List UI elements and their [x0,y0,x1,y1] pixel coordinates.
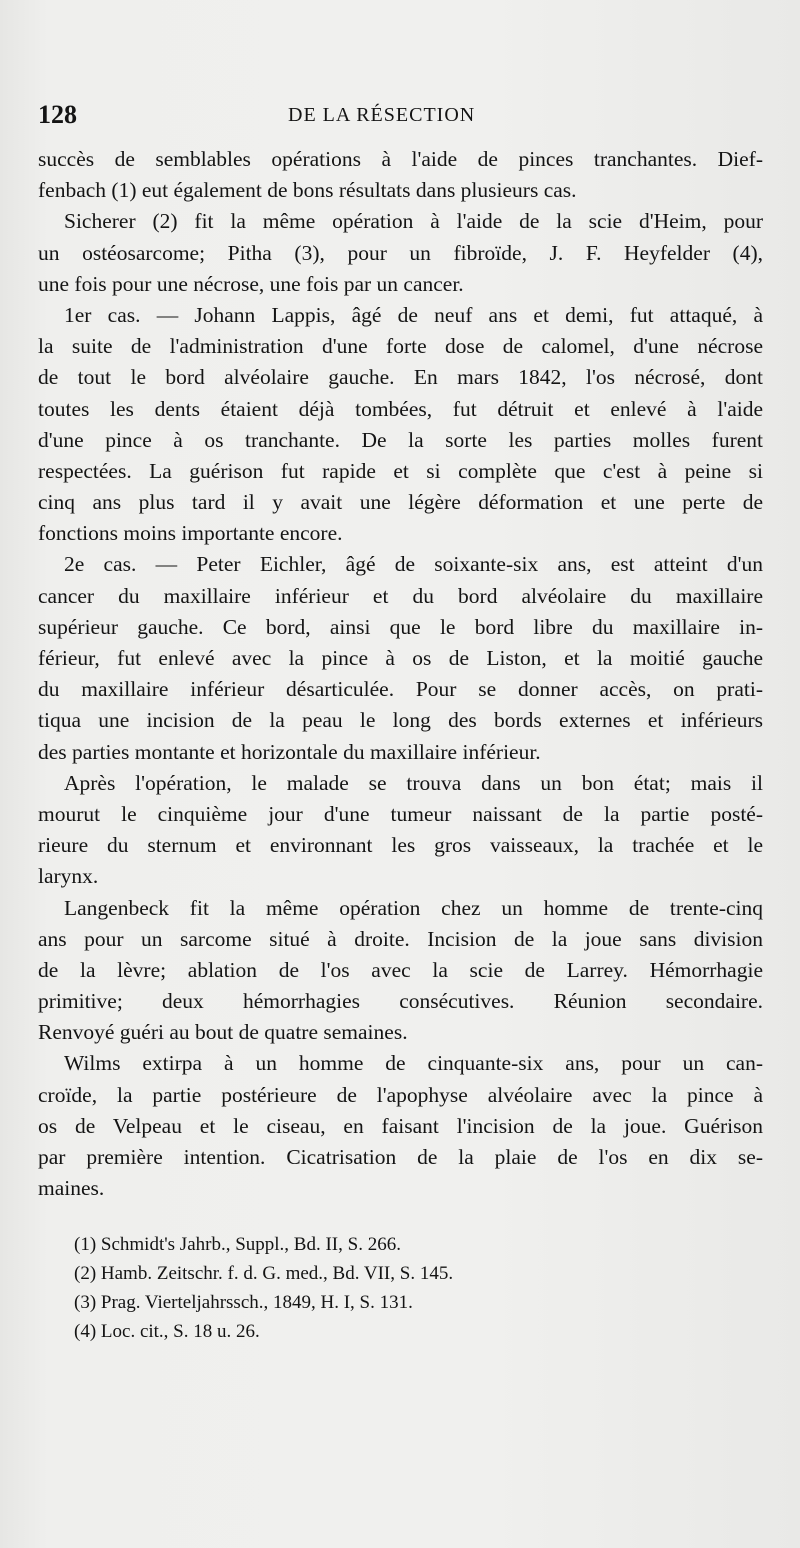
running-title: DE LA RÉSECTION [288,104,476,126]
text-line: fonctions moins importante encore. [38,521,343,546]
text-line: férieur, fut enlevé avec la pince à os de Liston, et la moitié gauche [38,646,763,670]
text-line: Renvoyé guéri au bout de quatre semaines. [38,1020,408,1045]
text-line: d'une pince à os tranchante. De la sorte les parties molles furent [38,427,763,452]
footnote: (4) Loc. cit., S. 18 u. 26. [74,1321,260,1343]
text-line: une fois pour une nécrose, une fois par un cancer. [38,271,464,296]
text-line: maines. [38,1176,105,1201]
text-line: rieure du sternum et environnant les gros vaisseaux, la trachée et le [38,833,763,858]
text-line: Wilms extirpa à un homme de cinquante-six ans, pour un can- [64,1051,763,1076]
text-line: os de Velpeau et le ciseau, en faisant l'incision de la joue. Guérison [38,1113,763,1138]
text-line: tiqua une incision de la peau le long des bords externes et inférieurs [38,708,763,733]
text-line: supérieur gauche. Ce bord, ainsi que le bord libre du maxillaire in- [38,614,763,639]
text-line: mourut le cinquième jour d'une tumeur naissant de la partie posté- [38,801,763,826]
text-line: cinq ans plus tard il y avait une légère déformation et une perte de [38,490,763,515]
body-text [38,144,763,1346]
page-header [38,100,758,132]
text-line: 2e cas. — Peter Eichler, âgé de soixante-six ans, est atteint d'un [64,552,763,577]
text-line: un ostéosarcome; Pitha (3), pour un fibroïde, J. F. Heyfelder (4), [38,240,763,265]
footnote: (1) Schmidt's Jahrb., Suppl., Bd. II, S. 266. [74,1234,401,1256]
text-line: par première intention. Cicatrisation de la plaie de l'os en dix se- [38,1145,763,1169]
text-line: des parties montante et horizontale du maxillaire inférieur. [38,739,541,764]
text-line: Sicherer (2) fit la même opération à l'aide de la scie d'Heim, pour [64,209,763,234]
page-number: 128 [38,100,77,129]
footnote: (2) Hamb. Zeitschr. f. d. G. med., Bd. VII, S. 145. [74,1263,454,1285]
text-line: de tout le bord alvéolaire gauche. En mars 1842, l'os nécrosé, dont [38,365,763,390]
text-line: cancer du maxillaire inférieur et du bord alvéolaire du maxillaire [38,583,763,608]
text-line: primitive; deux hémorrhagies consécutives. Réunion secondaire. [38,989,763,1014]
text-line: Après l'opération, le malade se trouva dans un bon état; mais il [64,770,763,795]
text-line: fenbach (1) eut également de bons résultats dans plusieurs cas. [38,178,577,203]
text-line: de la lèvre; ablation de l'os avec la scie de Larrey. Hémorrhagie [38,957,763,982]
text-line: respectées. La guérison fut rapide et si complète que c'est à peine si [38,458,763,483]
text-line: Langenbeck fit la même opération chez un homme de trente-cinq [64,895,763,920]
text-line: larynx. [38,864,99,889]
text-line: ans pour un sarcome situé à droite. Incision de la joue sans division [38,926,763,951]
text-line: succès de semblables opérations à l'aide de pinces tranchantes. Dief- [38,147,763,171]
footnote: (3) Prag. Vierteljahrssch., 1849, H. I, S. 131. [74,1292,413,1314]
text-line: la suite de l'administration d'une forte dose de calomel, d'une nécrose [38,334,763,359]
text-line: croïde, la partie postérieure de l'apophyse alvéolaire avec la pince à [38,1082,763,1107]
text-line: 1er cas. — Johann Lappis, âgé de neuf ans et demi, fut attaqué, à [64,302,763,327]
text-line: toutes les dents étaient déjà tombées, fut détruit et enlevé à l'aide [38,396,763,421]
footnotes [38,1230,763,1346]
text-line: du maxillaire inférieur désarticulée. Pour se donner accès, on prati- [38,677,763,702]
footnote-gap [38,1204,763,1230]
